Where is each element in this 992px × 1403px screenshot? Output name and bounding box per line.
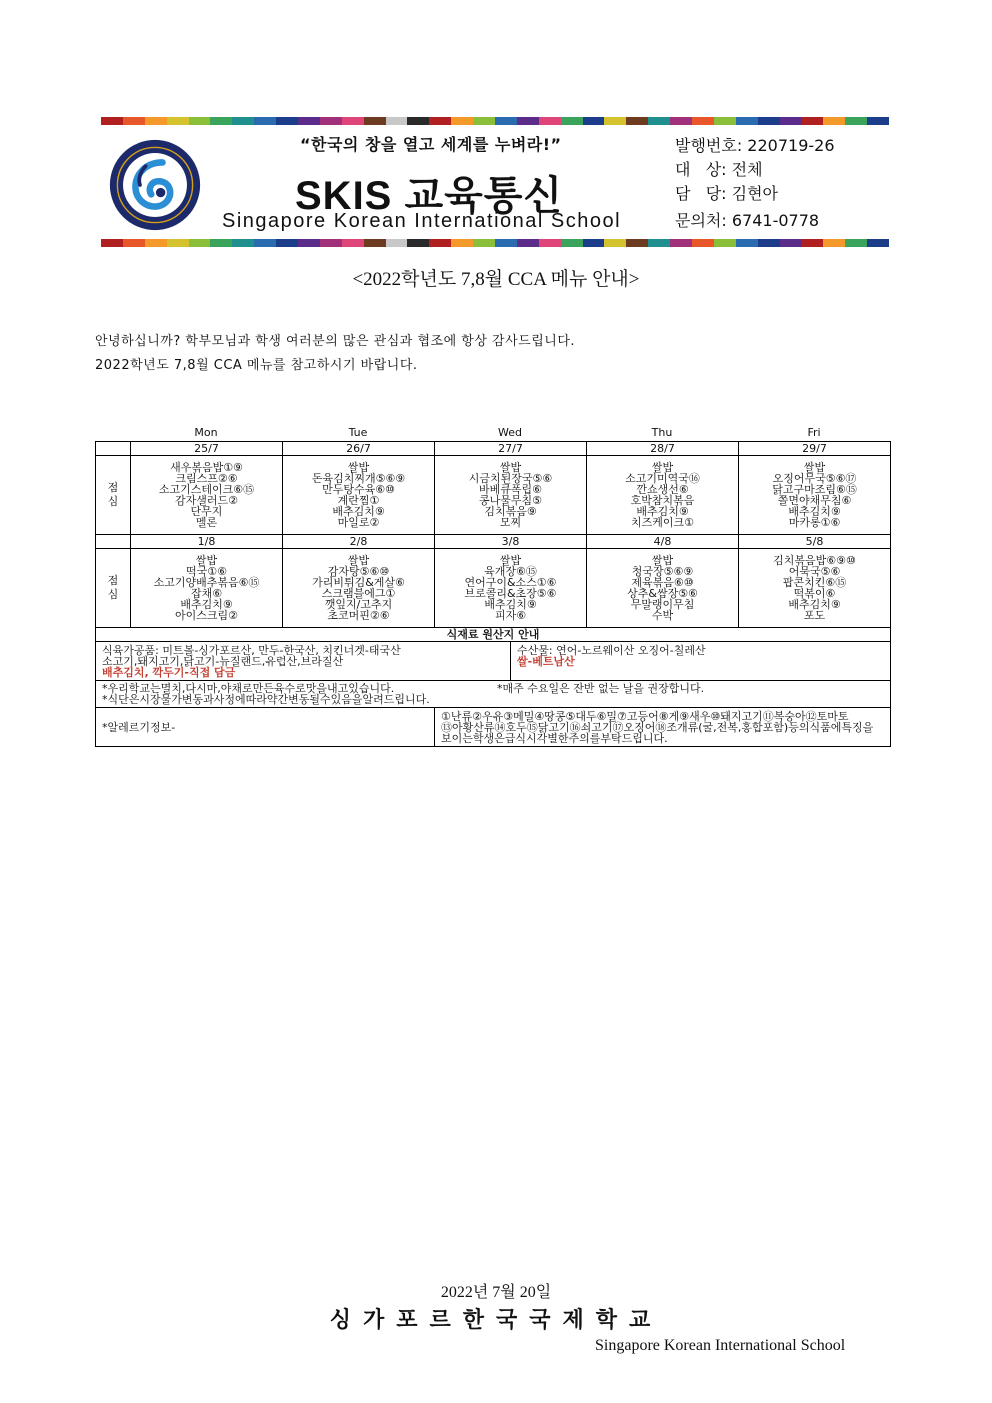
- origin-seafood-cell: [511, 642, 891, 681]
- stripe-segment: [167, 239, 189, 247]
- stripe-segment: [210, 117, 232, 125]
- menu-items: [739, 555, 890, 621]
- stripe-segment: [320, 239, 342, 247]
- menu-item: 배추김치⑨: [484, 598, 537, 611]
- menu-cell: [435, 549, 587, 628]
- menu-item: 초코머핀②⑥: [327, 609, 390, 622]
- menu-items: [739, 462, 890, 528]
- menu-item: 마카롱①⑥: [788, 516, 841, 529]
- menu-cell: [435, 456, 587, 535]
- menu-item: 쌀밥: [651, 554, 674, 567]
- date-cell: 4/8: [587, 535, 739, 549]
- menu-item: 소고기미역국⑯: [625, 472, 700, 485]
- menu-item: 청국장⑤⑥⑨: [631, 565, 694, 578]
- stripe-segment: [495, 239, 517, 247]
- stripe-segment: [714, 117, 736, 125]
- menu-item: 쌀밥: [803, 461, 826, 474]
- stripe-segment: [561, 117, 583, 125]
- origin-rice: 쌀-베트남산: [517, 655, 575, 668]
- menu-items: [587, 462, 738, 528]
- menu-cell: [131, 456, 283, 535]
- menu-item: 떡국①⑥: [186, 565, 227, 578]
- stripe-segment: [539, 117, 561, 125]
- stripe-segment: [845, 117, 867, 125]
- stripe-segment: [583, 239, 605, 247]
- menu-item: 바베큐폭립⑥: [479, 483, 542, 496]
- menu-item: 쫄면야채무침⑥: [777, 494, 852, 507]
- menu-item: 치즈케이크①: [631, 516, 695, 529]
- date-cell: 5/8: [739, 535, 891, 549]
- menu-cell: [283, 549, 435, 628]
- meal-type-char: 점: [107, 481, 119, 494]
- stripe-segment: [736, 117, 758, 125]
- menu-items: [435, 555, 586, 621]
- stripe-segment: [276, 117, 298, 125]
- stripe-segment: [342, 117, 364, 125]
- stripe-segment: [254, 117, 276, 125]
- stripe-segment: [692, 117, 714, 125]
- school-name-english: Singapore Korean International School: [222, 210, 622, 232]
- stripe-segment: [473, 117, 495, 125]
- menu-item: 콩나물무침⑤: [479, 494, 542, 507]
- stripe-segment: [276, 239, 298, 247]
- stripe-segment: [364, 239, 386, 247]
- date-cell: 27/7: [435, 442, 587, 456]
- issue-number: 발행번호: 220719-26: [675, 136, 835, 155]
- menu-item: 크림스프②⑥: [175, 472, 238, 485]
- menu-item: 깐쇼생선⑥: [636, 483, 689, 496]
- menu-cell: [587, 549, 739, 628]
- stripe-segment: [123, 117, 145, 125]
- allergy-line-2: ⑬아황산류⑭호두⑮닭고기⑯쇠고기⑰오징어⑱조개류(굴,전복,홍합포함)등의식품에특징을: [441, 720, 874, 734]
- stripe-segment: [736, 239, 758, 247]
- meal-type-char: 점: [107, 574, 119, 587]
- stripe-segment: [101, 117, 123, 125]
- menu-item: 잡채⑥: [190, 587, 223, 600]
- menu-item: 어묵국⑤⑥: [788, 565, 841, 578]
- notes-cell: [96, 681, 891, 708]
- stripe-segment: [210, 239, 232, 247]
- menu-item: 오징어무국⑤⑥⑰: [772, 472, 857, 485]
- menu-item: 가리비튀김&게살⑥: [312, 576, 405, 589]
- stripe-segment: [473, 239, 495, 247]
- menu-items: [131, 462, 282, 528]
- stripe-segment: [232, 117, 254, 125]
- stripe-segment: [451, 117, 473, 125]
- stripe-segment: [583, 117, 605, 125]
- menu-table-body: [96, 442, 891, 628]
- menu-items: [435, 462, 586, 528]
- menu-cell: [283, 456, 435, 535]
- date-cell: 29/7: [739, 442, 891, 456]
- date-cell: 28/7: [587, 442, 739, 456]
- stripe-segment: [670, 239, 692, 247]
- meal-type-char: 심: [107, 588, 119, 601]
- menu-item: 쌀밥: [347, 554, 370, 567]
- stripe-segment: [123, 239, 145, 247]
- stripe-segment: [189, 239, 211, 247]
- meal-type-char: 심: [107, 495, 119, 508]
- menu-item: 배추김치⑨: [180, 598, 233, 611]
- day-header-thu: Thu: [651, 426, 673, 439]
- stripe-segment: [692, 239, 714, 247]
- footer-school-name-english: Singapore Korean International School: [595, 1337, 846, 1354]
- menu-items: [283, 462, 434, 528]
- menu-item: 소고기스테이크⑥⑮: [158, 483, 255, 496]
- menu-items: [587, 555, 738, 621]
- stripe-segment: [451, 239, 473, 247]
- menu-cell: [131, 549, 283, 628]
- day-header-mon: Mon: [194, 426, 218, 439]
- menu-item: 상추&쌈장⑤⑥: [627, 587, 698, 600]
- allergy-line-3: 보이는학생은급식시각별한주의를부탁드립니다.: [441, 731, 668, 745]
- stripe-segment: [429, 239, 451, 247]
- stripe-segment: [495, 117, 517, 125]
- menu-item: 피자⑥: [494, 609, 527, 622]
- menu-cell: [587, 456, 739, 535]
- allergy-line-1: ①난류②우유③메밀④땅콩⑤대두⑥밀⑦고등어⑧게⑨새우⑩돼지고기⑪복숭아⑫토마토: [441, 709, 849, 723]
- menu-item: 쌀밥: [651, 461, 674, 474]
- menu-item: 만두탕수육⑥⑩: [322, 483, 395, 496]
- menu-table: [95, 441, 891, 747]
- stripe-segment: [145, 239, 167, 247]
- contact-person: 담 당: 김현아: [675, 184, 779, 203]
- footer-school-name: 싱가포르한국국제학교: [329, 1307, 663, 1332]
- menu-cell: [739, 549, 891, 628]
- stripe-segment: [714, 239, 736, 247]
- menu-item: 배추김치⑨: [636, 505, 689, 518]
- menu-cell: [739, 456, 891, 535]
- school-logo: [108, 138, 202, 232]
- menu-item: 김치볶음⑨: [484, 505, 537, 518]
- stripe-segment: [386, 239, 408, 247]
- stripe-segment: [561, 239, 583, 247]
- menu-item: 포도: [803, 609, 826, 622]
- stripe-segment: [758, 117, 780, 125]
- stripe-segment: [670, 117, 692, 125]
- newsletter-title: SKIS 교육통신: [295, 174, 564, 218]
- stripe-segment: [101, 239, 123, 247]
- stripe-segment: [386, 117, 408, 125]
- menu-item: 무말랭이무침: [630, 598, 695, 611]
- stripe-segment: [167, 117, 189, 125]
- menu-items: [131, 555, 282, 621]
- stripe-segment: [626, 117, 648, 125]
- stripe-segment: [364, 117, 386, 125]
- menu-item: 돈육김치찌개⑤⑥⑨: [311, 472, 406, 485]
- menu-item: 수박: [651, 609, 674, 622]
- stripe-segment: [648, 117, 670, 125]
- stripe-segment: [539, 239, 561, 247]
- stripe-segment: [517, 117, 539, 125]
- day-header-fri: Fri: [807, 426, 821, 439]
- date-cell: 25/7: [131, 442, 283, 456]
- stripe-segment: [823, 239, 845, 247]
- origin-processed-line-1: 식육가공품: 미트볼-싱가포르산, 만두-한국산, 치킨너겟-태국산: [102, 643, 401, 657]
- menu-item: 쌀밥: [347, 461, 370, 474]
- menu-item: 쌀밥: [499, 554, 522, 567]
- stripe-segment: [189, 117, 211, 125]
- stripe-segment: [867, 117, 889, 125]
- stripe-segment: [845, 239, 867, 247]
- menu-item: 떡볶이⑥: [793, 587, 836, 600]
- menu-item: 소고기양배추볶음⑥⑮: [153, 576, 260, 589]
- menu-item: 배추김치⑨: [788, 505, 841, 518]
- menu-item: 쌀밥: [499, 461, 522, 474]
- stripe-segment: [429, 117, 451, 125]
- meal-type-label: [96, 456, 131, 535]
- note-broth: *우리학교는멸치,다시마,야채로만든육수로맛을내고있습니다.: [102, 682, 395, 695]
- stripe-segment: [648, 239, 670, 247]
- date-row-spacer: [96, 442, 131, 456]
- origin-seafood: 수산물: 연어-노르웨이산 오징어-칠레산: [517, 644, 706, 657]
- stripe-segment: [298, 117, 320, 125]
- stripe-segment: [517, 239, 539, 247]
- menu-item: 아이스크림②: [175, 609, 238, 622]
- day-header-wed: Wed: [498, 426, 522, 439]
- menu-item: 시금치된장국⑤⑥: [468, 472, 553, 485]
- menu-item: 호박참치볶음: [630, 494, 695, 507]
- footer-date: 2022년 7월 20일: [440, 1284, 552, 1301]
- stripe-segment: [802, 239, 824, 247]
- menu-item: 스크램블에그①: [321, 587, 396, 600]
- stripe-segment: [407, 117, 429, 125]
- document-title: <2022학년도 7,8월 CCA 메뉴 안내>: [352, 269, 640, 290]
- origin-kimchi: 배추김치, 깍두기-직접 담금: [102, 665, 236, 679]
- stripe-segment: [254, 239, 276, 247]
- allergy-info-cell: [435, 708, 891, 747]
- menu-item: 깻잎지/고추지: [324, 598, 393, 611]
- top-color-stripe: [101, 117, 889, 125]
- menu-item: 배추김치⑨: [332, 505, 385, 518]
- menu-item: 연어구이&소스①⑥: [464, 576, 557, 589]
- origin-processed-line-2: 소고기,돼지고기,닭고기-뉴질랜드,유럽산,브라질산: [102, 654, 344, 668]
- menu-item: 배추김치⑨: [788, 598, 841, 611]
- meal-type-label: [96, 549, 131, 628]
- origin-heading: 식재료 원산지 안내: [96, 628, 891, 642]
- menu-item: 멜론: [195, 516, 218, 529]
- menu-item: 닭고구마조림⑥⑮: [772, 483, 857, 496]
- stripe-segment: [823, 117, 845, 125]
- intro-line-2: 2022학년도 7,8월 CCA 메뉴를 참고하시기 바랍니다.: [95, 358, 418, 373]
- stripe-segment: [342, 239, 364, 247]
- audience: 대 상: 전체: [675, 160, 763, 179]
- menu-item: 제육볶음⑥⑩: [631, 576, 694, 589]
- allergy-label: *알레르기정보-: [96, 708, 435, 747]
- menu-item: 팝콘치킨⑥⑮: [782, 576, 847, 589]
- stripe-segment: [298, 239, 320, 247]
- menu-item: 감자샐러드②: [175, 494, 238, 507]
- menu-item: 마일로②: [337, 516, 380, 529]
- stripe-segment: [780, 239, 802, 247]
- menu-item: 김치볶음밥⑥⑨⑩: [773, 554, 856, 567]
- menu-item: 육개장⑥⑮: [484, 565, 537, 578]
- menu-item: 계란찜①: [337, 494, 380, 507]
- origin-processed-cell: [96, 642, 511, 681]
- stripe-segment: [604, 117, 626, 125]
- stripe-segment: [232, 239, 254, 247]
- stripe-segment: [407, 239, 429, 247]
- note-wednesday: *매주 수요일은 잔반 없는 날을 권장합니다.: [497, 682, 705, 695]
- menu-item: 감자탕⑤⑥⑩: [327, 565, 390, 578]
- slogan: “한국의 창을 열고 세계를 누벼라!”: [300, 135, 562, 154]
- bottom-color-stripe: [101, 239, 889, 247]
- menu-item: 모찌: [499, 516, 522, 529]
- origin-section: [96, 628, 891, 747]
- date-cell: 26/7: [283, 442, 435, 456]
- menu-item: 단무지: [190, 505, 223, 518]
- date-cell: 1/8: [131, 535, 283, 549]
- note-menu-change: *식단은시장물가변동과사정에따라약간변동될수있음을알려드립니다.: [102, 693, 430, 706]
- stripe-segment: [145, 117, 167, 125]
- date-cell: 2/8: [283, 535, 435, 549]
- stripe-segment: [626, 239, 648, 247]
- menu-item: 쌀밥: [195, 554, 218, 567]
- contact-phone: 문의처: 6741-0778: [675, 211, 820, 230]
- stripe-segment: [320, 117, 342, 125]
- stripe-segment: [758, 239, 780, 247]
- date-cell: 3/8: [435, 535, 587, 549]
- menu-item: 브로콜리&초장⑤⑥: [464, 587, 557, 600]
- menu-items: [283, 555, 434, 621]
- stripe-segment: [604, 239, 626, 247]
- date-row-spacer: [96, 535, 131, 549]
- stripe-segment: [867, 239, 889, 247]
- stripe-segment: [780, 117, 802, 125]
- day-header-tue: Tue: [348, 426, 368, 439]
- intro-line-1: 안녕하십니까? 학부모님과 학생 여러분의 많은 관심과 협조에 항상 감사드립니다.: [95, 334, 576, 349]
- stripe-segment: [802, 117, 824, 125]
- menu-item: 새우볶음밥①⑨: [170, 461, 243, 474]
